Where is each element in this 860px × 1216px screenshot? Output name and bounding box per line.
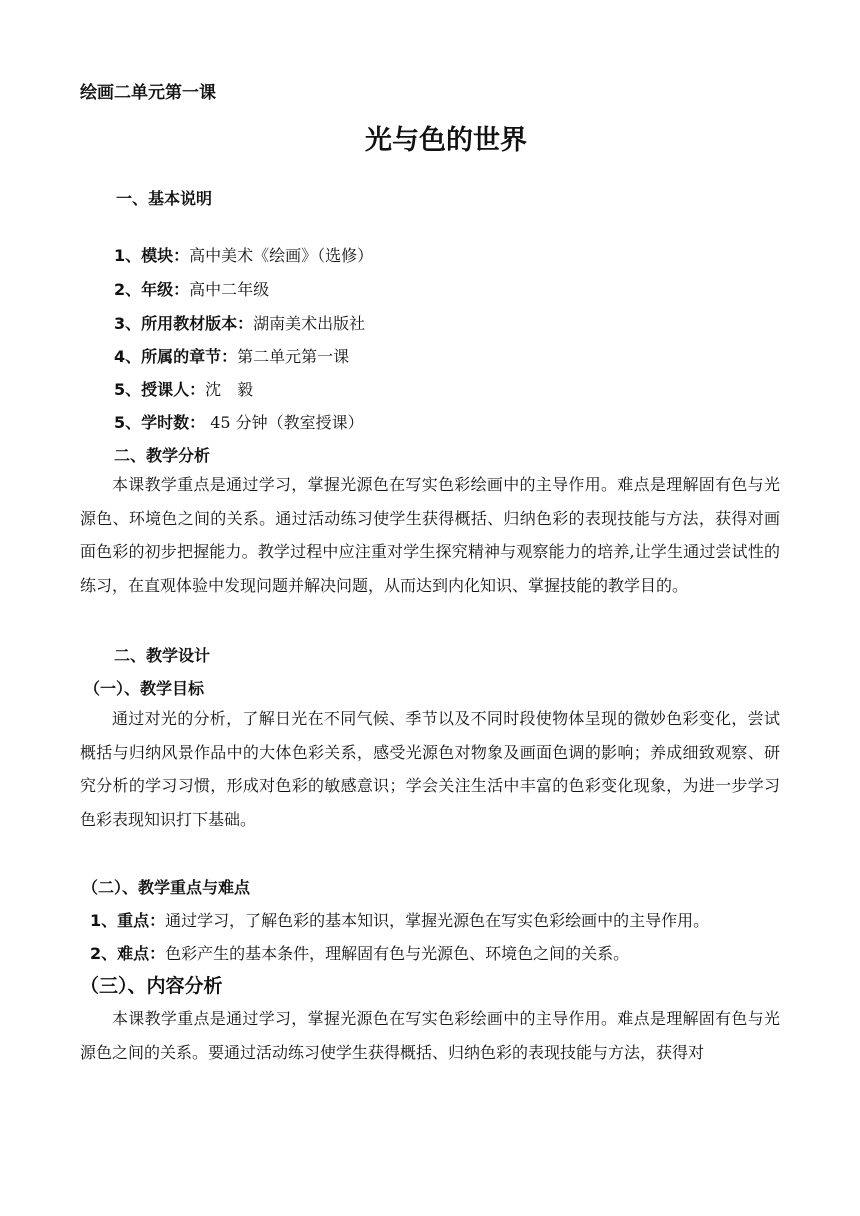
subsection-heading-key-points: （二）、教学重点与难点 [82, 878, 251, 897]
page-title: 光与色的世界 [365, 125, 527, 156]
info-item [114, 311, 365, 334]
info-value: 45 分钟（教室授课） [205, 413, 364, 432]
info-value: 第二单元第一课 [237, 347, 350, 366]
info-label: 3、所用教材版本： [114, 314, 254, 333]
key-point-item [90, 941, 629, 964]
key-point-label: 2、难点： [90, 944, 166, 963]
info-value: 沈 毅 [205, 380, 254, 399]
section-heading-basic: 一、基本说明 [116, 189, 213, 208]
info-value: 高中美术《绘画》（选修） [189, 246, 374, 265]
info-item [114, 377, 253, 400]
info-label: 5、学时数： [114, 413, 206, 432]
info-item [114, 277, 269, 300]
key-point-value: 色彩产生的基本条件，理解固有色与光源色、环境色之间的关系。 [165, 944, 630, 963]
info-label: 4、所属的章节： [114, 347, 238, 366]
info-item [114, 410, 364, 433]
unit-header: 绘画二单元第一课 [80, 83, 216, 103]
info-label: 5、授课人： [114, 380, 206, 399]
section-heading-design: 二、教学设计 [114, 646, 211, 665]
info-item [114, 243, 373, 266]
subsection-heading-content: （三）、内容分析 [80, 975, 223, 997]
content-paragraph: 本课教学重点是通过学习，掌握光源色在写实色彩绘画中的主导作用。难点是理解固有色与光源色之间的关系。要通过活动练习使学生获得概括、归纳色彩的表现技能与方法，获得对 [80, 1009, 780, 1062]
info-label: 2、年级： [114, 280, 190, 299]
key-point-value: 通过学习，了解色彩的基本知识，掌握光源色在写实色彩绘画中的主导作用。 [165, 911, 710, 930]
info-value: 高中二年级 [189, 280, 270, 299]
info-label: 1、模块： [114, 246, 190, 265]
info-item [114, 344, 349, 367]
key-point-label: 1、重点： [90, 911, 166, 930]
subsection-heading-goals: （一）、教学目标 [84, 679, 205, 698]
section-heading-analysis: 二、教学分析 [114, 446, 211, 465]
key-point-item [90, 908, 709, 931]
analysis-paragraph: 本课教学重点是通过学习，掌握光源色在写实色彩绘画中的主导作用。难点是理解固有色与光源色、环境色之间的关系。通过活动练习使学生获得概括、归纳色彩的表现技能与方法，获得对画面色彩的初步把握能力。教学过程中应注重对学生探究精神与观察能力的培养,让学生通过尝试性的练习，在直观体验中发现问题并解决问题，从而达到内化知识、掌握技能的教学目的。 [80, 475, 780, 595]
info-value: 湖南美术出版社 [253, 314, 366, 333]
goals-paragraph: 通过对光的分析，了解日光在不同气候、季节以及不同时段使物体呈现的微妙色彩变化，尝试概括与归纳风景作品中的大体色彩关系，感受光源色对物象及画面色调的影响；养成细致观察、研究分析的学习习惯，形成对色彩的敏感意识；学会关注生活中丰富的色彩变化现象，为进一步学习色彩表现知识打下基础。 [80, 709, 780, 829]
